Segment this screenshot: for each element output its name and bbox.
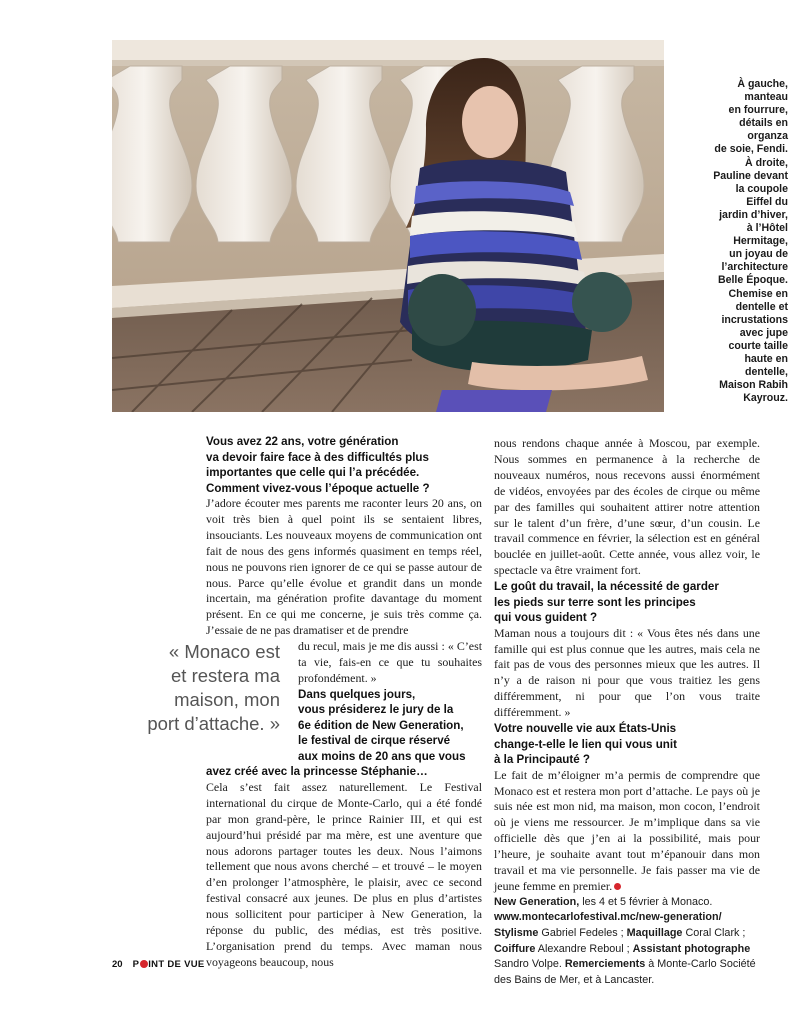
question-line: Comment vivez-vous l’époque actuelle ? xyxy=(206,481,430,495)
caption-line: dentelle, xyxy=(745,366,788,379)
pull-quote-line: « Monaco est xyxy=(168,641,280,662)
caption-line: un joyau de xyxy=(729,248,788,261)
question-line: Vous avez 22 ans, votre génération xyxy=(206,435,399,448)
credits-event xyxy=(494,895,760,911)
article-column-right xyxy=(494,436,760,988)
styling-label: Stylisme xyxy=(494,927,539,940)
photo-caption xyxy=(672,78,788,405)
caption-line: détails en xyxy=(739,117,788,130)
caption-line: dentelle et xyxy=(735,300,788,313)
caption-line: À droite, xyxy=(745,156,788,169)
hair-value: Alexandre Reboul ; xyxy=(537,942,630,955)
question-line: Dans quelques jours, xyxy=(298,687,416,701)
answer-2: Cela s’est fait assez naturellement. Le Festival international du cirque de Monte-Carlo, qui a été fondé par mon grand-père, le prince Rainier III, et qui est aujourd’hui présidé par ma mère, est une aventure que nous adorons partager toutes les deux. Nous l’aimons tellement que nous avons cherché – et trouvé – le moyen d’en prolonger l’atmosphère, le plaisir, avec ce second festival consacré aux jeunes. De plus en plus d’artistes nous sollicitent pour participer à New Generation, la réponse du public, des médias, est très positive. L’organisation prend du temps. Avec maman nous voyageons beaucoup, nous xyxy=(206,779,482,969)
cover-photo xyxy=(112,40,664,412)
caption-line: Chemise en xyxy=(728,287,788,300)
makeup-label: Maquillage xyxy=(626,927,683,940)
caption-line: jardin d’hiver, xyxy=(719,208,788,221)
question-line: le festival de cirque réservé xyxy=(298,734,451,748)
question-line: à la Principauté ? xyxy=(494,753,590,767)
caption-line: de soie, Fendi. xyxy=(714,143,788,156)
event-label: New Generation, xyxy=(494,895,580,908)
caption-line: Eiffel du xyxy=(746,195,788,208)
credits-staff xyxy=(494,926,760,988)
event-dates: les 4 et 5 février à Monaco. xyxy=(582,895,713,908)
caption-line: organza xyxy=(747,130,788,143)
makeup-value: Coral Clark ; xyxy=(685,927,746,940)
question-3 xyxy=(494,579,760,626)
thanks-value: à Monte-Carlo Société des Bains de Mer, et à Lancaster. xyxy=(494,958,756,986)
magazine-name-start: P xyxy=(132,958,140,970)
pull-quote-line: et restera ma xyxy=(171,665,280,686)
event-url-link[interactable]: www.montecarlofestival.mc/new-generation/ xyxy=(494,911,722,924)
answer-2-continued: nous rendons chaque année à Moscou, par exemple. Nous sommes en permanence à la recherche de nouveaux numéros, nous recevons aussi énormément de vidéos, envoyées par des écoles de cirque ou même par des familles qui souhaitent attirer notre attention sur le talent d’un frère, d’une sœur, d’un cousin. Le travail commence en février, la sélection est en général bouclée en juillet-août. Cette année, vous allez voir, le spectacle va être vraiment fort. xyxy=(494,436,760,578)
hair-label: Coiffure xyxy=(494,942,536,955)
answer-3: Maman nous a toujours dit : « Vous êtes nés dans une famille qui est plus connue que les autres, mais cela ne fait pas de vous des personnes mieux que les autres. Il n’y a de raison ni pour que vous traitiez les gens différemment, ni pour que l’on vous traite différemment. » xyxy=(494,625,760,720)
assistant-value: Sandro Volpe. xyxy=(494,958,562,971)
caption-line: à l’Hôtel xyxy=(746,222,788,235)
article-column-left xyxy=(206,434,482,971)
question-2-last-line: avez créé avec la princesse Stéphanie… xyxy=(206,765,428,779)
caption-line: incrustations xyxy=(721,313,788,326)
caption-line: haute en xyxy=(744,352,788,365)
photo-illustration xyxy=(112,40,664,412)
question-line: Le goût du travail, la nécessité de garder xyxy=(494,580,719,594)
question-line: qui vous guident ? xyxy=(494,611,598,625)
caption-line: Belle Époque. xyxy=(717,274,788,287)
question-line: vous présiderez le jury de la xyxy=(298,703,454,717)
page-number: 20 xyxy=(112,958,123,970)
question-line: aux moins de 20 ans que vous xyxy=(298,749,466,763)
caption-line: manteau xyxy=(744,91,788,104)
page-footer xyxy=(112,957,205,971)
pull-quote-line: maison, mon xyxy=(174,689,280,710)
caption-line: À gauche, xyxy=(737,78,788,90)
question-line: 6e édition de New Generation, xyxy=(298,718,464,732)
question-line: va devoir faire face à des difficultés plus xyxy=(206,450,429,464)
thanks-label: Remerciements xyxy=(564,958,646,971)
caption-line: Kayrouz. xyxy=(743,392,788,405)
indented-block xyxy=(206,639,482,764)
caption-line: courte taille xyxy=(728,339,788,352)
caption-line: la coupole xyxy=(735,182,788,195)
question-2 xyxy=(298,687,482,765)
magazine-name-rest: INT DE VUE xyxy=(148,958,205,970)
magazine-name xyxy=(133,959,205,970)
question-line: importantes que celle qui l’a précédée. xyxy=(206,466,420,479)
pull-quote-line: port d’attache. » xyxy=(147,713,280,734)
question-4 xyxy=(494,721,760,768)
red-o-logo-icon xyxy=(140,960,148,968)
answer-4 xyxy=(494,768,760,895)
caption-line: en fourrure, xyxy=(728,104,788,117)
answer-1-continued: du recul, mais je me dis aussi : « C’est ta vie, fais-en ce que tu souhaites profondément. » xyxy=(298,639,482,685)
caption-line: Hermitage, xyxy=(733,235,788,248)
caption-line: l’architecture xyxy=(721,261,788,274)
question-1 xyxy=(206,434,482,496)
question-line: change-t-elle le lien qui vous unit xyxy=(494,737,677,751)
event-url-line xyxy=(494,910,760,926)
caption-line: Pauline devant xyxy=(713,169,788,182)
caption-line: Maison Rabih xyxy=(719,379,788,392)
credits-block xyxy=(494,895,760,989)
answer-4-text: Le fait de m’éloigner m’a permis de comprendre que Monaco est et restera mon port d’attache. Le pays où je suis née est mon nid, ma maison, mon cocon, l’endroit où je viens me ressourcer. Je m’implique dans sa vie officielle dès que j’en ai la possibilité, mais pour l’heure, je souhaite avant tout m’épanouir dans mon travail et ma vie personnelle. Je fais passer ma vie de jeune femme en premier. xyxy=(494,767,760,893)
end-mark-icon xyxy=(614,883,621,890)
answer-1: J’adore écouter mes parents me raconter leurs 20 ans, on voit très bien à quel point ils se sentaient libres, insouciants. Les nouveaux moyens de communication ont fait de nous des gens informés quasiment en temps réel, nous ne pouvons rien ignorer de ce qui se passe autour de nous. Parce qu’elle évolue et grandit dans un monde incertain, ma génération profite davantage du moment présent. En ce qui me concerne, je suis très comme ça. J’essaie de ne pas dramatiser et de prendre xyxy=(206,496,482,638)
caption-line: avec jupe xyxy=(739,326,788,339)
question-line: les pieds sur terre sont les principes xyxy=(494,595,696,609)
assistant-label: Assistant photographe xyxy=(632,942,751,955)
styling-value: Gabriel Fedeles ; xyxy=(541,927,624,940)
question-line: Votre nouvelle vie aux États-Unis xyxy=(494,722,677,736)
